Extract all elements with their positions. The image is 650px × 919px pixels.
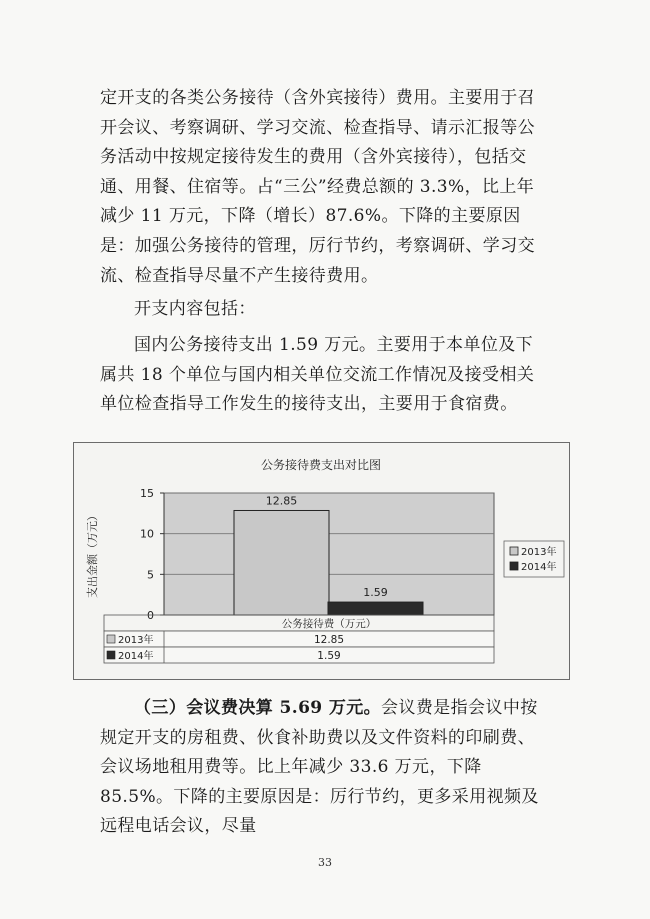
reception-cost-chart: [73, 442, 570, 680]
y-tick-label: 10: [140, 527, 154, 541]
meeting-cost-heading: （三）会议费决算 5.69 万元。: [134, 698, 382, 718]
legend-label: 2013年: [521, 547, 557, 558]
table-row: [104, 647, 494, 663]
chart-canvas: [74, 443, 569, 679]
data-label: 12.85: [265, 494, 298, 508]
table-series-name: 2013年: [118, 635, 154, 646]
paragraph-content-intro: 开支内容包括：: [134, 299, 256, 319]
legend-swatch: [510, 562, 518, 570]
table-value: 12.85: [313, 634, 345, 646]
paragraph-domestic-reception: 国内公务接待支出 1.59 万元。主要用于本单位及下属共 18 个单位与国内相关单位交流工作情况及接受相关单位检查指导工作发生的接待支出，主要用于食宿费。: [100, 335, 535, 415]
paragraph-reception-cost: 定开支的各类公务接待（含外宾接待）费用。主要用于召开会议、考察调研、学习交流、检查指导、请示汇报等公务活动中按规定接待发生的费用（含外宾接待），包括交通、用餐、住宿等。占“三公”经费总额的 3.3%，比上年减少 11 万元，下降（增长）87.6%。下降的主要原因是：加强公务接待的管理，厉行节约，考察调研、学习交流、检查指导尽量不产生接待费用。: [100, 88, 535, 286]
legend-label: 2014年: [521, 562, 557, 573]
bar-2013年: [234, 510, 329, 615]
table-row: [104, 631, 494, 647]
y-axis-label: 支出金额（万元）: [86, 510, 99, 598]
table-swatch: [107, 635, 115, 643]
y-tick-label: 0: [147, 609, 154, 622]
data-label: 1.59: [363, 586, 388, 600]
chart-title: 公务接待费支出对比图: [260, 458, 382, 472]
table-value: 1.59: [317, 650, 341, 662]
paragraph-meeting-cost: [100, 694, 550, 842]
legend-swatch: [510, 547, 518, 555]
bar-2014年: [328, 602, 423, 615]
table-swatch: [107, 651, 115, 659]
x-category-label: 公务接待费（万元）: [281, 618, 377, 630]
page-number: 33: [318, 856, 332, 869]
y-tick-label: 5: [147, 568, 154, 582]
meeting-cost-text: 会议费是指会议中按规定开支的房租费、伙食补助费以及文件资料的印刷费、会议场地租用费等。比上年减少 33.6 万元，下降 85.5%。下降的主要原因是：厉行节约，更多采用视频及远程电话会议，尽量: [100, 698, 539, 837]
y-tick-label: 15: [140, 487, 154, 500]
table-series-name: 2014年: [118, 651, 154, 662]
